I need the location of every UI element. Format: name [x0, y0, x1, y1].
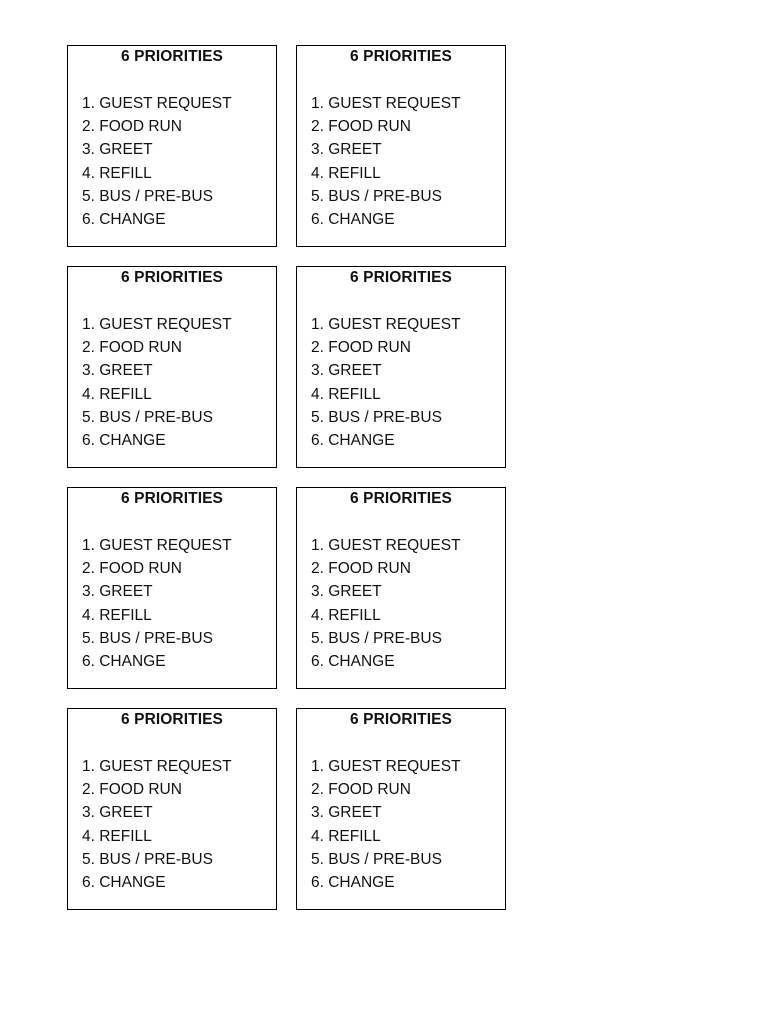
priority-card — [67, 266, 277, 468]
priority-list — [82, 755, 232, 894]
priority-item: 1. GUEST REQUEST — [82, 316, 232, 333]
priority-item: 2. FOOD RUN — [311, 118, 411, 136]
priority-list — [311, 92, 461, 231]
priority-item: 5. BUS / PRE-BUS — [82, 629, 213, 647]
priority-list — [311, 313, 461, 452]
card-title: 6 PRIORITIES — [350, 48, 452, 65]
priority-card — [67, 45, 277, 247]
priority-card — [296, 266, 506, 468]
priority-item: 6. CHANGE — [82, 653, 166, 671]
priority-list — [311, 755, 461, 894]
priority-card — [296, 45, 506, 247]
priority-card — [67, 487, 277, 689]
priority-item: 4. REFILL — [82, 827, 152, 845]
priority-item: 3. GREET — [311, 804, 382, 822]
priority-item: 6. CHANGE — [311, 432, 395, 450]
priority-item: 4. REFILL — [311, 164, 381, 182]
card-title: 6 PRIORITIES — [121, 48, 223, 65]
priority-item: 2. FOOD RUN — [82, 118, 182, 136]
priority-list — [311, 534, 461, 673]
priority-item: 6. CHANGE — [82, 432, 166, 450]
priority-item: 3. GREET — [311, 583, 382, 601]
priority-item: 3. GREET — [82, 141, 153, 159]
priority-item: 4. REFILL — [82, 164, 152, 182]
priority-item: 1. GUEST REQUEST — [82, 95, 232, 112]
priority-item: 1. GUEST REQUEST — [311, 95, 461, 112]
priority-item: 5. BUS / PRE-BUS — [311, 629, 442, 647]
priority-item: 5. BUS / PRE-BUS — [82, 850, 213, 868]
card-title: 6 PRIORITIES — [350, 490, 452, 507]
card-title: 6 PRIORITIES — [350, 269, 452, 286]
priority-item: 1. GUEST REQUEST — [82, 537, 232, 554]
priority-item: 6. CHANGE — [82, 874, 166, 892]
priority-item: 3. GREET — [82, 804, 153, 822]
priority-list — [82, 313, 232, 452]
card-title: 6 PRIORITIES — [121, 490, 223, 507]
priority-item: 6. CHANGE — [311, 653, 395, 671]
priority-card — [296, 708, 506, 910]
priority-item: 6. CHANGE — [82, 211, 166, 229]
priority-item: 4. REFILL — [82, 606, 152, 624]
priority-item: 4. REFILL — [311, 385, 381, 403]
priority-item: 1. GUEST REQUEST — [311, 758, 461, 775]
priority-item: 5. BUS / PRE-BUS — [82, 187, 213, 205]
priority-item: 5. BUS / PRE-BUS — [311, 187, 442, 205]
priority-list — [82, 92, 232, 231]
priority-item: 2. FOOD RUN — [82, 560, 182, 578]
priority-item: 4. REFILL — [311, 606, 381, 624]
priority-item: 3. GREET — [82, 362, 153, 380]
priority-card — [296, 487, 506, 689]
priority-item: 6. CHANGE — [311, 874, 395, 892]
priority-item: 3. GREET — [311, 141, 382, 159]
priority-item: 4. REFILL — [311, 827, 381, 845]
priority-item: 2. FOOD RUN — [82, 781, 182, 799]
card-title: 6 PRIORITIES — [121, 269, 223, 286]
priority-item: 4. REFILL — [82, 385, 152, 403]
priority-item: 5. BUS / PRE-BUS — [82, 408, 213, 426]
priority-item: 1. GUEST REQUEST — [82, 758, 232, 775]
priority-list — [82, 534, 232, 673]
priority-item: 3. GREET — [82, 583, 153, 601]
priority-item: 5. BUS / PRE-BUS — [311, 408, 442, 426]
priority-item: 1. GUEST REQUEST — [311, 316, 461, 333]
card-title: 6 PRIORITIES — [121, 711, 223, 728]
priority-item: 2. FOOD RUN — [311, 560, 411, 578]
priority-item: 2. FOOD RUN — [311, 339, 411, 357]
priority-item: 2. FOOD RUN — [82, 339, 182, 357]
priority-item: 3. GREET — [311, 362, 382, 380]
priority-item: 6. CHANGE — [311, 211, 395, 229]
priority-item: 1. GUEST REQUEST — [311, 537, 461, 554]
priority-item: 2. FOOD RUN — [311, 781, 411, 799]
card-title: 6 PRIORITIES — [350, 711, 452, 728]
priority-card — [67, 708, 277, 910]
priority-item: 5. BUS / PRE-BUS — [311, 850, 442, 868]
